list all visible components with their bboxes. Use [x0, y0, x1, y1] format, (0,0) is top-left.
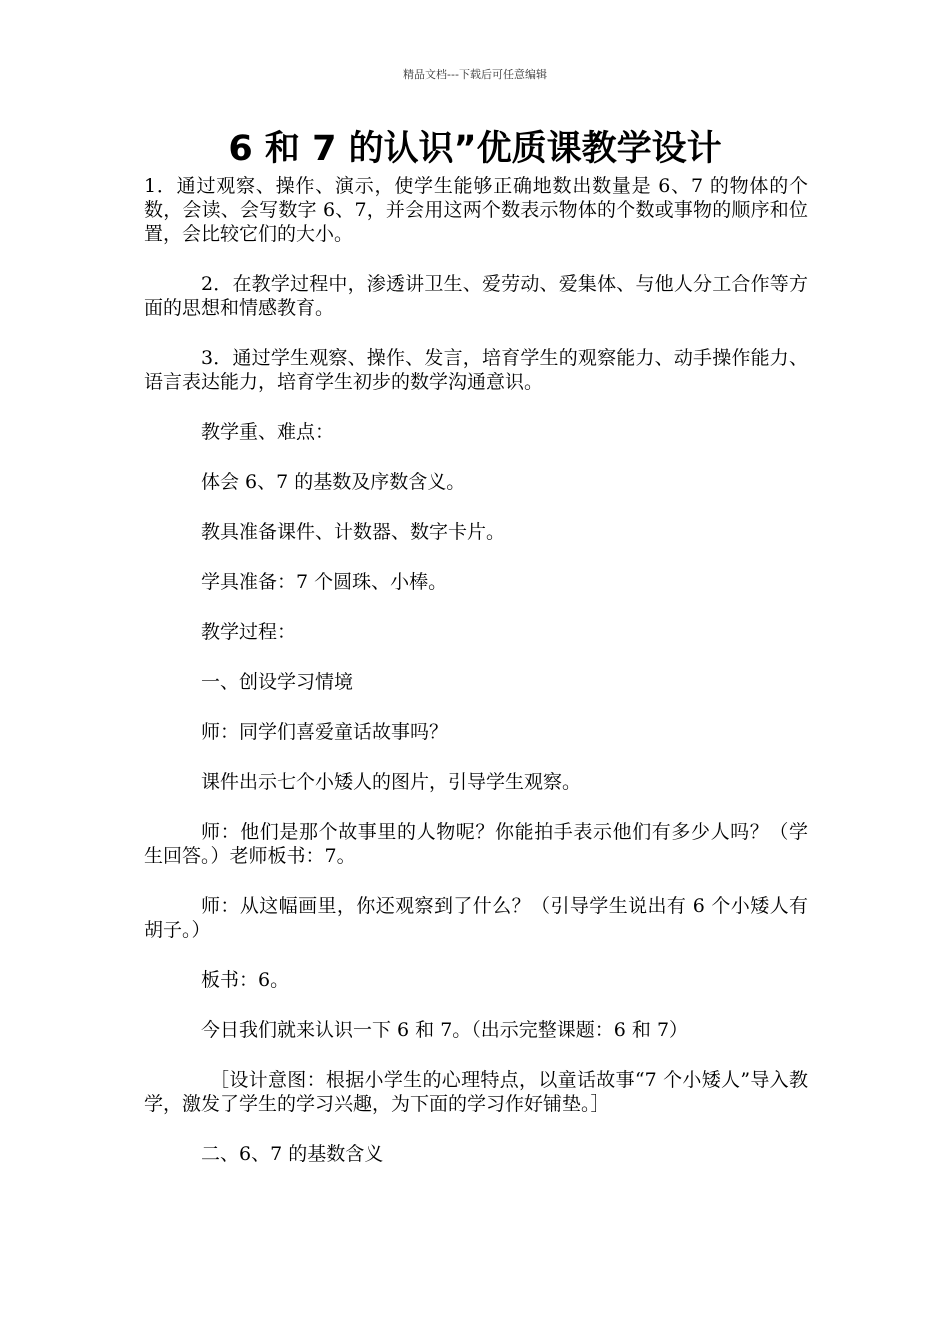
paragraph-objective-2: 2．在教学过程中，渗透讲卫生、爱劳动、爱集体、与他人分工合作等方面的思想和情感教育。 — [144, 273, 808, 319]
paragraph-objective-1: 1．通过观察、操作、演示，使学生能够正确地数出数量是 6、7 的物体的个数，会读、会写数字 6、7，并会用这两个数表示物体的个数或事物的顺序和位置，会比较它们的大小。 — [144, 175, 808, 245]
paragraph-teacher-question-3: 师：从这幅画里，你还观察到了什么？（引导学生说出有 6 个小矮人有胡子。） — [144, 895, 808, 941]
paragraph-topic-intro: 今日我们就来认识一下 6 和 7。（出示完整课题：6 和 7） — [201, 1019, 689, 1041]
paragraph-key-points: 体会 6、7 的基数及序数含义。 — [201, 471, 466, 493]
paragraph-teaching-aids: 教具准备课件、计数器、数字卡片。 — [201, 521, 506, 543]
document-body — [144, 174, 808, 1192]
paragraph-courseware-show: 课件出示七个小矮人的图片，引导学生观察。 — [201, 771, 582, 793]
paragraph-section-1-heading: 一、创设学习情境 — [201, 671, 354, 693]
paragraph-design-intent: ［设计意图：根据小学生的心理特点，以童话故事“7 个小矮人”导入教学，激发了学生的学习兴趣，为下面的学习作好铺垫。］ — [144, 1069, 808, 1115]
paragraph-teacher-question-2: 师：他们是那个故事里的人物呢？你能拍手表示他们有多少人吗？（学生回答。）老师板书：7。 — [144, 821, 808, 867]
paragraph-process-heading: 教学过程： — [201, 621, 297, 643]
paragraph-section-2-heading: 二、6、7 的基数含义 — [201, 1143, 384, 1165]
document-title: 6 和 7 的认识”优质课教学设计 — [228, 129, 722, 169]
paragraph-learning-aids: 学具准备：7 个圆珠、小棒。 — [201, 571, 448, 593]
paragraph-teacher-question-1: 师：同学们喜爱童话故事吗？ — [201, 721, 449, 743]
header-note: 精品文档---下载后可任意编辑 — [403, 68, 547, 81]
paragraph-key-points-heading: 教学重、难点： — [201, 421, 335, 443]
paragraph-board-writing: 板书：6。 — [201, 969, 290, 991]
paragraph-objective-3: 3．通过学生观察、操作、发言，培育学生的观察能力、动手操作能力、语言表达能力，培育学生初步的数学沟通意识。 — [144, 347, 808, 393]
